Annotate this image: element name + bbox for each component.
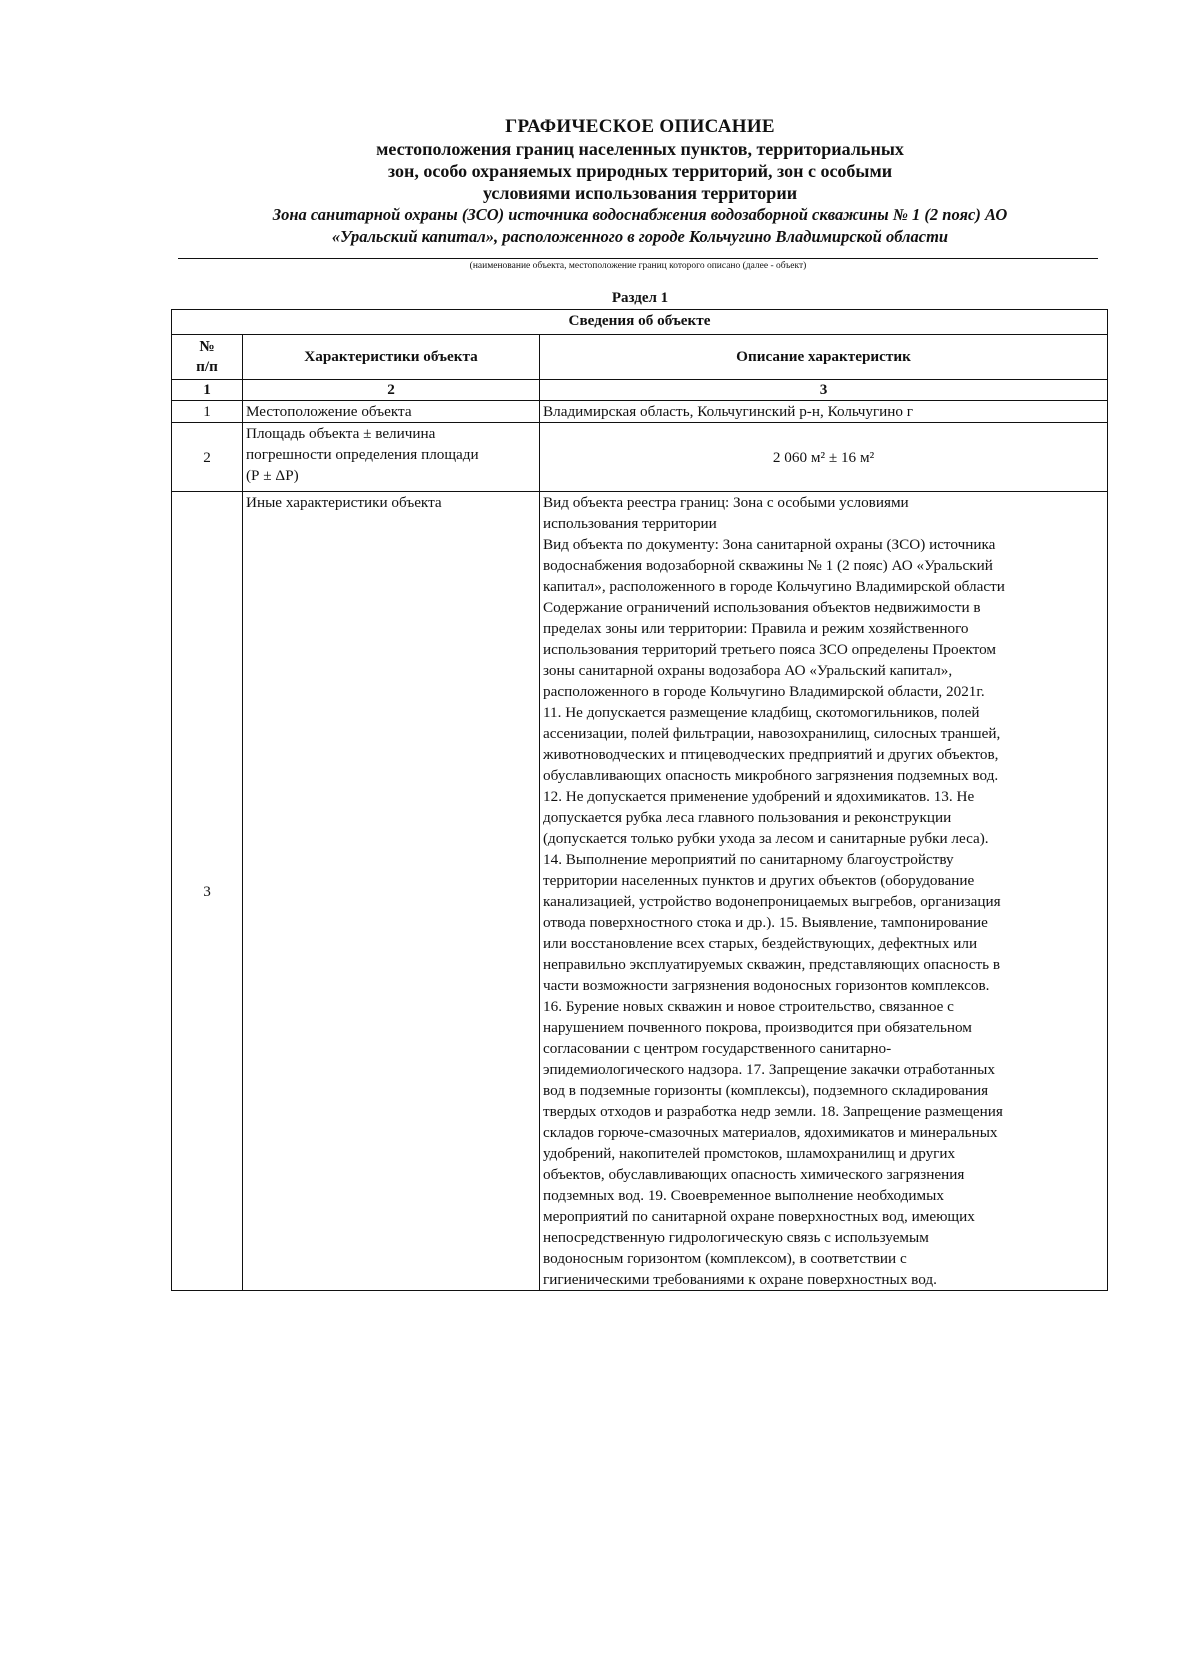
subtitle-line-2: зон, особо охраняемых природных территорий, зон с особыми [387,161,893,181]
object-info-table [171,309,1108,1291]
column-number-row [172,380,1108,401]
row-characteristic: Иные характеристики объекта [243,492,540,1291]
column-number-3: 3 [540,380,1108,401]
table-row [172,401,1108,423]
header-description: Описание характеристик [540,335,1108,380]
header-number: № п/п [172,335,243,380]
header-characteristic: Характеристики объекта [243,335,540,380]
subtitle-line-1: местоположения границ населенных пунктов, территориальных [376,139,904,159]
row-description: 2 060 м² ± 16 м² [540,423,1108,492]
row-characteristic: Площадь объекта ± величина погрешности определения площади (Р ± ΔР) [243,423,540,492]
section-title: Сведения об объекте [172,310,1108,335]
object-name-line-2: «Уральский капитал», расположенного в городе Кольчугино Владимирской области [331,227,949,246]
object-name-line-1: Зона санитарной охраны (ЗСО) источника водоснабжения водозаборной скважины № 1 (2 пояс) АО [272,205,1008,224]
name-caption: (наименование объекта, местоположение границ которого описано (далее - объект) [469,261,807,271]
column-number-2: 2 [243,380,540,401]
table-row [172,423,1108,492]
row-characteristic: Местоположение объекта [243,401,540,423]
row-number: 2 [172,423,243,492]
column-number-1: 1 [172,380,243,401]
row-description: Владимирская область, Кольчугинский р-н, Кольчугино г [540,401,1108,423]
document-header [175,116,1105,248]
document-title: ГРАФИЧЕСКОЕ ОПИСАНИЕ [505,116,775,137]
row-number: 3 [172,492,243,1291]
section-label: Раздел 1 [611,290,669,306]
table-row [172,492,1108,1291]
row-description: Вид объекта реестра границ: Зона с особыми условиями использования территории Вид объекта по документу: Зона санитарной охраны (ЗСО) источника водоснабжения водозаборной скважины № 1 (2 пояс) АО «Уральский капитал», расположенного в городе Кольчугино Владимирской области Содержание ограничений использования объектов недвижимости в пределах зоны или территории: Правила и режим хозяйственного использования территорий третьего пояса ЗСО определены Проектом зоны санитарной охраны водозабора АО «Уральский капитал», расположенного в городе Кольчугино Владимирской области, 2021г. 11. Не допускается размещение кладбищ, скотомогильников, полей ассенизации, полей фильтрации, навозохранилищ, силосных траншей, животноводческих и птицеводческих предприятий и других объектов, обуславливающих опасность микробного загрязнения подземных вод. 12. Не допускается применение удобрений и ядохимикатов. 13. Не допускается рубка леса главного пользования и реконструкции (допускается только рубки ухода за лесом и санитарные рубки леса). 14. Выполнение мероприятий по санитарному благоустройству территории населенных пунктов и других объектов (оборудование канализацией, устройство водонепроницаемых выгребов, организация отвода поверхностного стока и др.). 15. Выявление, тампонирование или восстановление всех старых, бездействующих, дефектных или неправильно эксплуатируемых скважин, представляющих опасность в части возможности загрязнения водоносных горизонтов комплексов. 16. Бурение новых скважин и новое строительство, связанное с нарушением почвенного покрова, производится при обязательном согласовании с центром государственного санитарно- эпидемиологического надзора. 17. Запрещение закачки отработанных вод в подземные горизонты (комплексы), подземного складирования твердых отходов и разработка недр земли. 18. Запрещение размещения складов горюче-смазочных материалов, ядохимикатов и минеральных удобрений, накопителей промстоков, шламохранилищ и других объектов, обуславливающих опасность химического загрязнения подземных вод. 19. Своевременное выполнение необходимых мероприятий по санитарной охране поверхностных вод, имеющих непосредственную гидрологическую связь с используемым водоносным горизонтом (комплексом), в соответствии с гигиеническими требованиями к охране поверхностных вод. [540,492,1108,1291]
name-underline [178,258,1098,259]
subtitle-line-3: условиями использования территории [482,183,798,203]
row-number: 1 [172,401,243,423]
